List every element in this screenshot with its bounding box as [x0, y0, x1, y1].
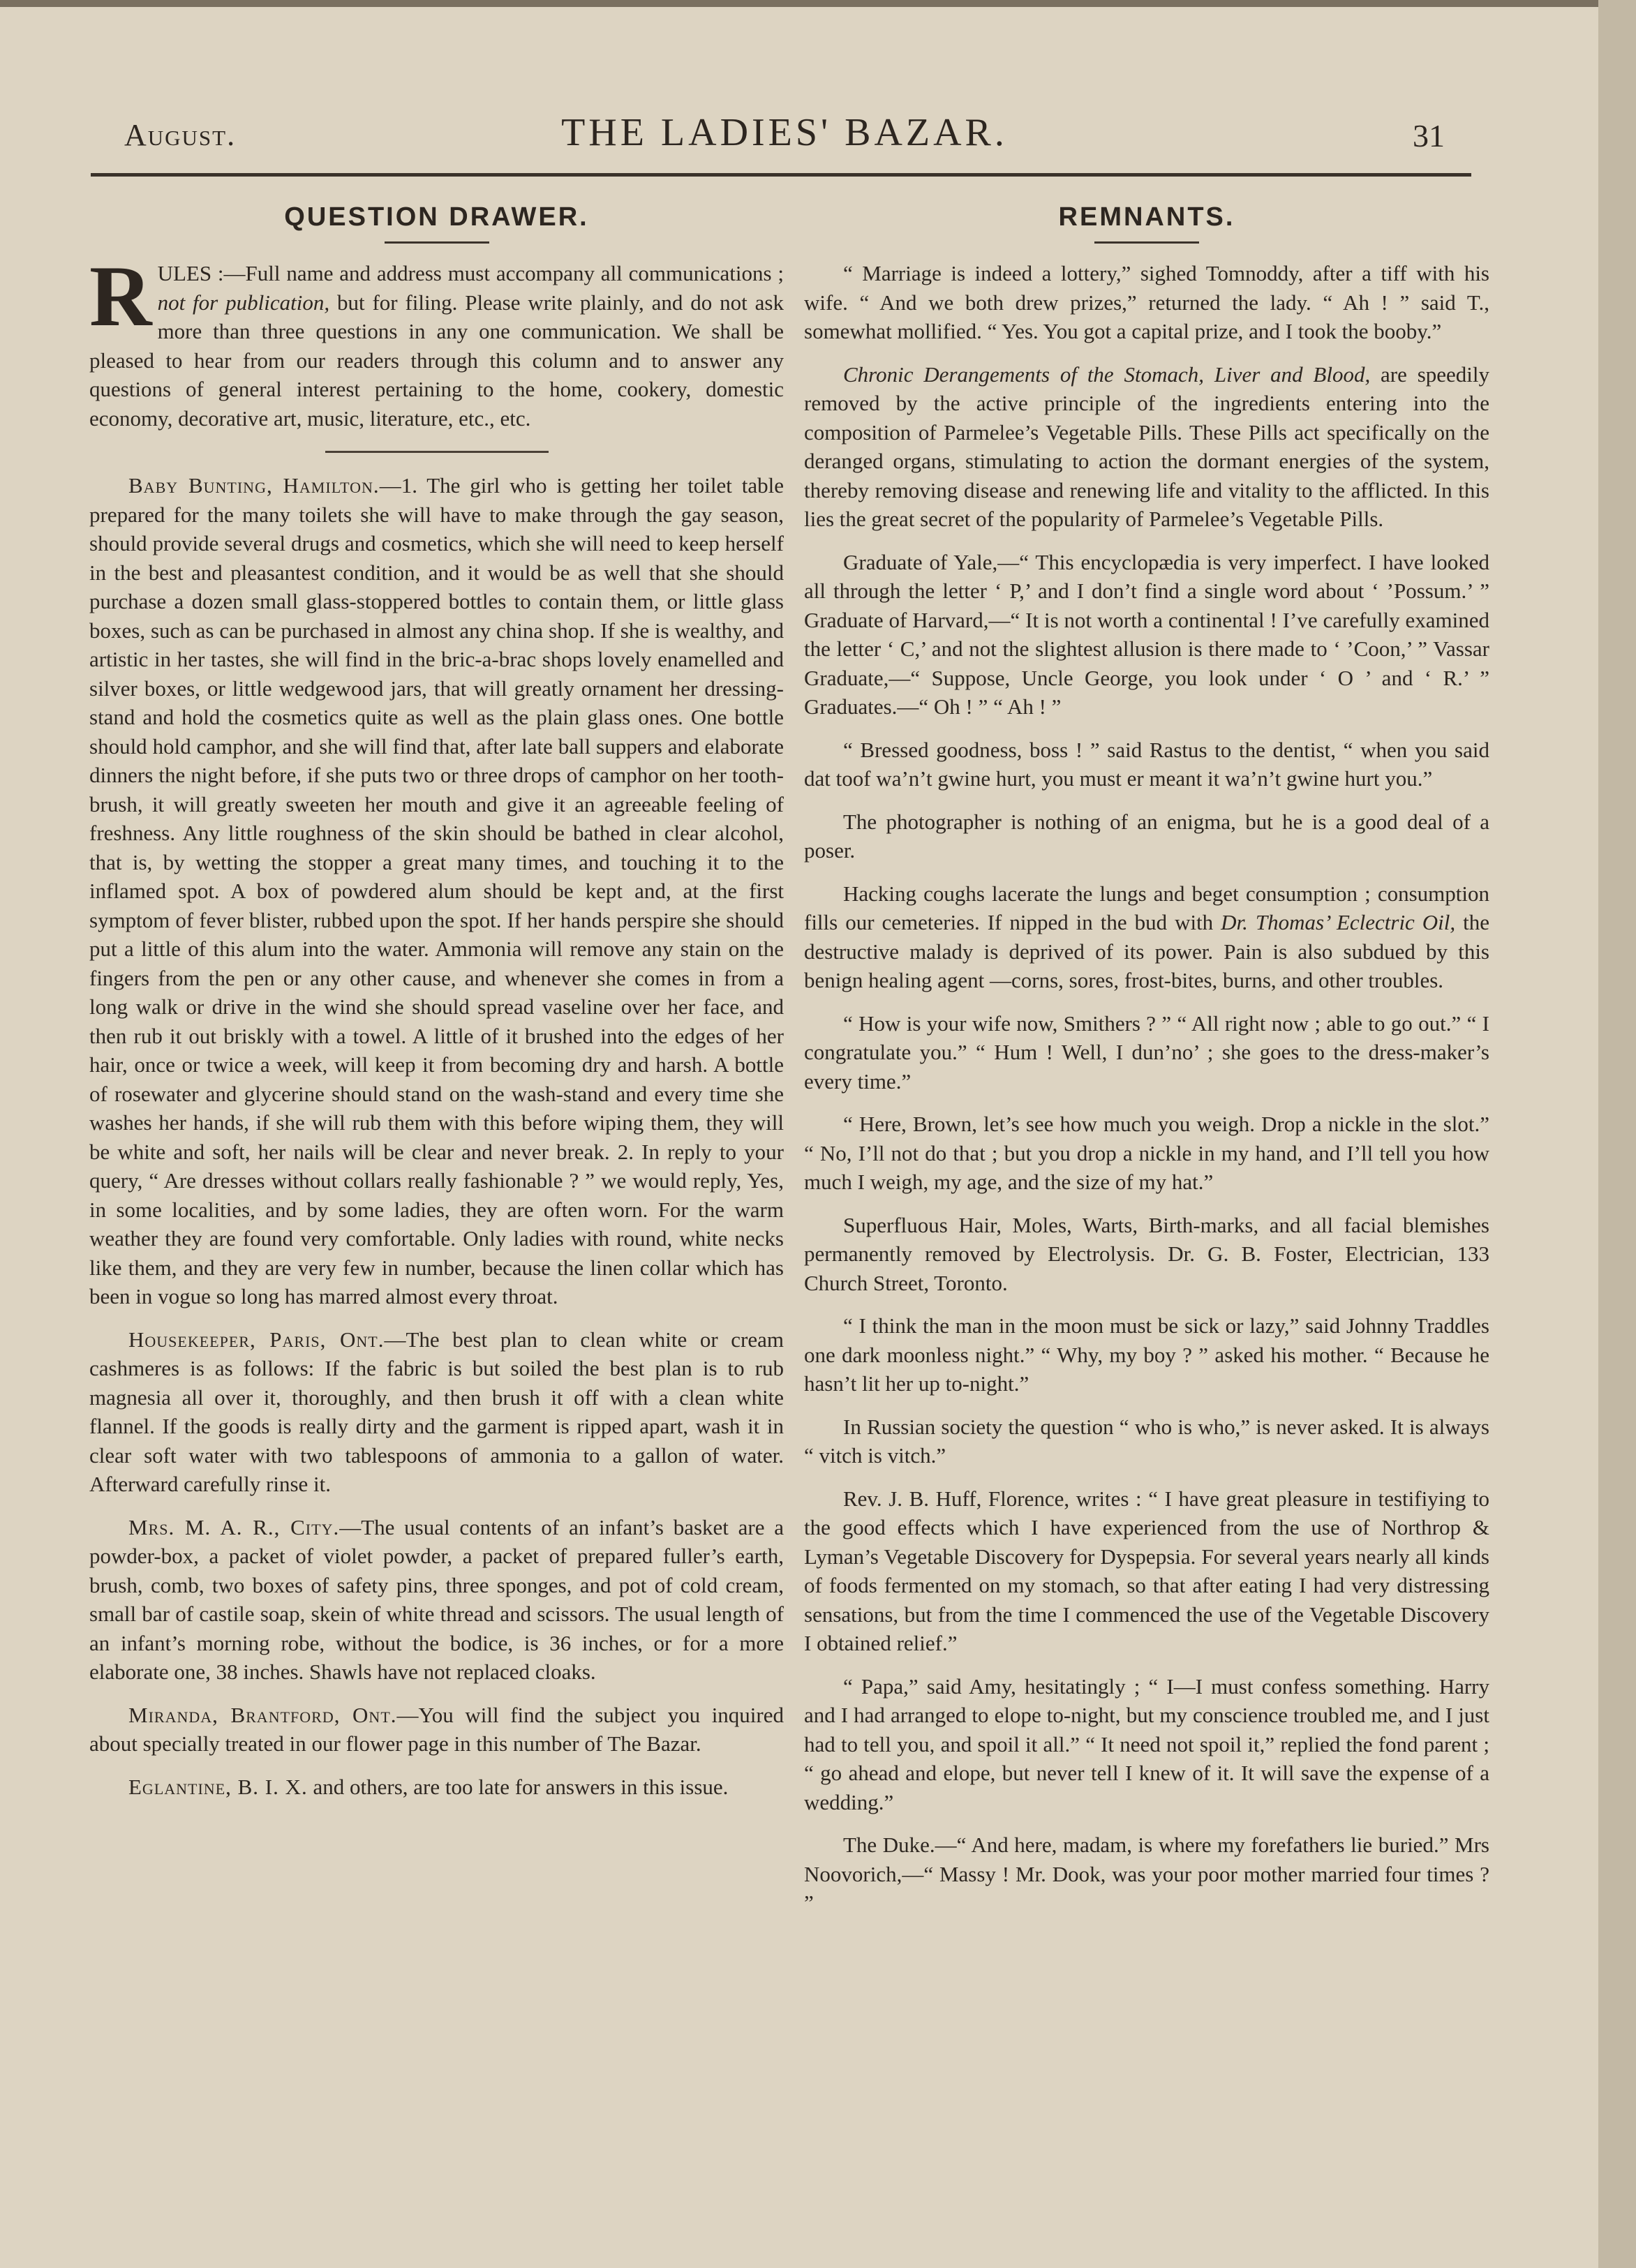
- remnant-emphasis: Dr. Thomas’ Eclectric Oil,: [1221, 910, 1456, 934]
- answer-text: —The usual contents of an infant’s basket are a powder-box, a packet of violet powder, a packet of prepared fuller’s earth, brush, comb, two boxes of safety pins, three sponges, and pot of cold cream, small bar of castile soap, skein of white thread and scissors. The usual length of an infant’s morning robe, without the bodice, is 36 inches, or for a more elaborate one, 38 inches. Shawls have not replaced cloaks.: [89, 1514, 784, 1684]
- answer-correspondent: Mrs. M. A. R., City.: [128, 1514, 340, 1539]
- question-drawer-title: QUESTION DRAWER.: [284, 202, 589, 232]
- remnant-item: “ Bressed goodness, boss ! ” said Rastus to the dentist, “ when you said dat toof wa’n’t gwine hurt, you must er meant it wa’n’t gwine hurt you.”: [804, 737, 1489, 791]
- remnant-item: “ Papa,” said Amy, hesitatingly ; “ I—I must confess something. Harry and I had arranged to elope to-night, but my conscience troubled me, and I just had to tell you, and spoil it all.” “ It need not spoil it,” replied the fond parent ; “ go ahead and elope, but never tell I knew of it. It will save the expense of a wedding.”: [804, 1673, 1489, 1814]
- remnant-item: “ I think the man in the moon must be sick or lazy,” said Johnny Traddles one dark moonless night.” “ Why, my boy ? ” asked his mother. “ Because he hasn’t lit her up to-night.”: [804, 1313, 1489, 1396]
- title-rule: [1094, 241, 1199, 244]
- remnant-text: Hacking coughs lacerate the lungs and beget consumption ; consumption fills our cemeteries. If nipped in the bud with: [804, 881, 1489, 934]
- answer-correspondent: Baby Bunting, Hamilton.: [128, 473, 380, 498]
- page-number: 31: [1413, 118, 1445, 154]
- rules-text-a: ULES :—Full name and address must accompany all communications ;: [157, 261, 784, 285]
- answer-correspondent: Miranda, Brantford, Ont.: [128, 1702, 397, 1727]
- drop-cap: R: [89, 248, 152, 344]
- answer-eglantine: [89, 1773, 784, 1802]
- remnant-item: [804, 360, 1489, 534]
- answer-text: and others, are too late for answers in this issue.: [307, 1774, 729, 1799]
- answer-correspondent: Housekeeper, Paris, Ont.: [128, 1327, 385, 1352]
- header-rule: [91, 173, 1471, 177]
- remnant-item: “ Marriage is indeed a lottery,” sighed Tomnoddy, after a tiff with his wife. “ And we both drew prizes,” returned the lady. “ Ah ! ” said T., somewhat mollified. “ Yes. You got a capital prize, and I took the booby.”: [804, 261, 1489, 343]
- title-rule: [385, 241, 489, 244]
- answer-baby-bunting: [89, 471, 784, 1311]
- page-edge: [1598, 0, 1636, 2268]
- rules-emphasis: not for publication,: [157, 290, 330, 315]
- remnant-text: are speedily removed by the active principle of the ingredients entering into the composition of Parmelee’s Vegetable Pills. These Pills act specifically on the deranged organs, stimulating to action the dormant energies of the system, thereby removing disease and renewing life and vitality to the afflicted. In this lies the great secret of the popularity of Parmelee’s Vegetable Pills.: [804, 361, 1490, 531]
- running-head: [124, 110, 1445, 166]
- top-edge-shadow: [0, 0, 1598, 7]
- header-month: August.: [124, 118, 237, 152]
- question-drawer-column: [89, 200, 784, 1815]
- section-divider: [325, 451, 549, 453]
- remnant-item: Graduate of Yale,—“ This encyclopædia is very imperfect. I have looked all through the letter ‘ P,’ and I don’t find a single word about ‘ ’Possum.’ ” Graduate of Harvard,—“ It is not worth a continental ! I’ve carefully examined the letter ‘ C,’ and not the slightest allusion is there made to ‘ ’Coon,’ ” Vassar Graduate,—“ Suppose, Uncle George, you look under ‘ O ’ and ‘ R.’ ” Graduates.—“ Oh ! ” “ Ah ! ”: [804, 549, 1489, 719]
- answer-text: —The best plan to clean white or cream cashmeres is as follows: If the fabric is but soiled the best plan is to rub magnesia all over it, thoroughly, and then brush it off with a clean white flannel. If the goods is really dirty and the garment is ripped apart, wash it in clear soft water with two tablespoons of ammonia to a gallon of water. Afterward carefully rinse it.: [89, 1327, 784, 1496]
- remnant-item: Superfluous Hair, Moles, Warts, Birth-marks, and all facial blemishes permanently removed by Electrolysis. Dr. G. B. Foster, Electrician, 133 Church Street, Toronto.: [804, 1212, 1489, 1295]
- rules-paragraph: [89, 248, 784, 433]
- remnant-item: [804, 879, 1489, 995]
- remnant-emphasis: Chronic Derangements of the Stomach, Liver and Blood,: [843, 361, 1371, 387]
- publication-title: THE LADIES' BAZAR.: [561, 111, 1008, 154]
- remnants-column: [804, 200, 1489, 1932]
- remnant-item: In Russian society the question “ who is who,” is never asked. It is always “ vitch is vitch.”: [804, 1414, 1489, 1468]
- rules-text-b: but for filing. Please write plainly, and do not ask more than three questions in any one communication. We shall be pleased to hear from our readers through this column and to answer any questions of general interest pertaining to the home, cookery, domestic economy, decorative art, music, literature, etc., etc.: [89, 290, 784, 431]
- answer-miranda: [89, 1701, 784, 1759]
- remnant-item: “ How is your wife now, Smithers ? ” “ All right now ; able to go out.” “ I congratulate you.” “ Hum ! Well, I dun’no’ ; she goes to the dress-maker’s every time.”: [804, 1010, 1489, 1094]
- remnant-item: The Duke.—“ And here, madam, is where my forefathers lie buried.” Mrs Noovorich,—“ Massy ! Mr. Dook, was your poor mother married four times ? ”: [804, 1833, 1489, 1915]
- remnant-text: the destructive malady is deprived of its power. Pain is also subdued by this benign healing agent —corns, sores, frost-bites, burns, and other troubles.: [804, 910, 1489, 992]
- remnants-title: REMNANTS.: [1058, 202, 1235, 232]
- answer-correspondent: Eglantine, B. I. X.: [128, 1774, 308, 1799]
- answer-text: —1. The girl who is getting her toilet table prepared for the many toilets she will have to make through the gay season, should provide several drugs and cosmetics, which she will need to keep herself in the best and pleasantest condition, and it would be as well that she should purchase a dozen small glass-stoppered bottles to contain them, or little glass boxes, such as can be purchased in almost any china shop. If she is wealthy, and artistic in her tastes, she will find in the bric-a-brac shops lovely enamelled and silver boxes, or little wedgewood jars, that will greatly ornament her dressing-stand and hold the cosmetics quite as well as the plain glass ones. One bottle should hold camphor, and she will find that, after late ball suppers and elaborate dinners the night before, if she puts two or three drops of camphor on her tooth-brush, it will greatly sweeten her mouth and give it an agreeable feeling of freshness. Any little roughness of the skin should be bathed in clear alcohol, that is, by wetting the stopper a great many times, and touching it to the inflamed spot. A box of powdered alum should be kept and, at the first symptom of fever blister, rubbed upon the spot. If her hands perspire she should put a little of this alum into the water. Ammonia will remove any stain on the fingers from the pen or any other cause, and whenever she comes in from a long walk or drive in the wind she should spread vaseline over her face, and then rub it out briskly with a towel. A little of it brushed into the edges of her hair, once or twice a week, will keep it from becoming dry and harsh. A bottle of rosewater and glycerine should stand on the wash-stand and every time she washes her hands, if she will rub them with this before wiping them, they will be white and soft, her nails will be clear and never break. 2. In reply to your query, “ Are dresses without collars really fashionable ? ” we would reply, Yes, in some localities, and by some ladies, they are often worn. For the warm weather they are found very comfortable. Only ladies with round, white necks like them, and they are very few in number, because the linen collar which has been in vogue so long has marred almost every throat.: [89, 473, 784, 1308]
- answer-text: —You will find the subject you inquired about specially treated in our flower page in this number of The Bazar.: [89, 1702, 784, 1756]
- remnant-item: “ Here, Brown, let’s see how much you weigh. Drop a nickle in the slot.” “ No, I’ll not do that ; but you drop a nickle in my hand, and I’ll tell you how much I weigh, my age, and the size of my hat.”: [804, 1112, 1489, 1194]
- remnant-item: Rev. J. B. Huff, Florence, writes : “ I have great pleasure in testifiying to the good effects which I have experienced from the use of Northrop & Lyman’s Vegetable Discovery for Dyspepsia. For several years nearly all kinds of foods fermented on my stomach, so that after eating I had very distressing sensations, but from the time I commenced the use of the Vegetable Discovery I obtained relief.”: [804, 1486, 1489, 1655]
- answer-housekeeper: [89, 1325, 784, 1499]
- remnant-item: The photographer is nothing of an enigma, but he is a good deal of a poser.: [804, 809, 1489, 863]
- answer-mrs-mar: [89, 1513, 784, 1687]
